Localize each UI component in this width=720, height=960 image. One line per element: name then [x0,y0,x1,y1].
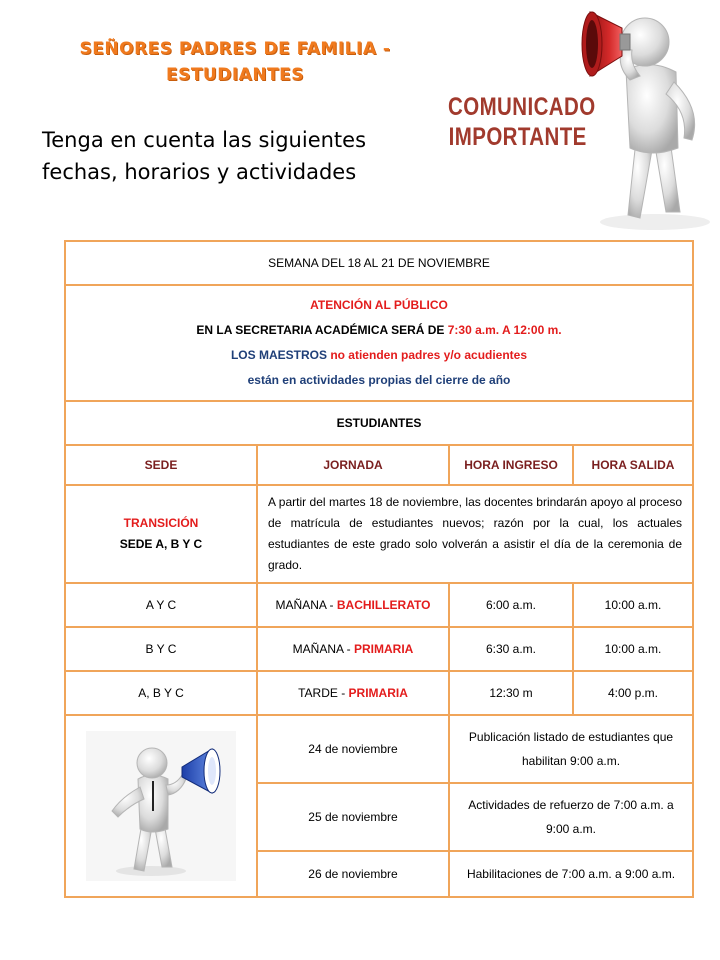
row-jornada-level: PRIMARIA [354,642,414,656]
row-sede: A, B Y C [65,671,257,715]
row-jornada [257,671,449,715]
subtitle-line-1: Tenga en cuenta las siguientes [42,128,367,152]
subtitle-line-2: fechas, horarios y actividades [42,160,357,184]
students-header-cell [65,401,693,445]
row-hora-ingreso: 6:30 a.m. [449,627,573,671]
schedule-table [64,240,694,898]
row-sede: A Y C [65,583,257,627]
event-description: Publicación listado de estudiantes que habilitan 9:00 a.m. [449,715,693,783]
public-attention-heading: ATENCIÓN AL PÚBLICO [310,298,448,312]
title-line-1: SEÑORES PADRES DE FAMILIA - [79,39,391,59]
notice-cell [65,285,693,401]
row-jornada [257,583,449,627]
week-row [65,241,693,285]
column-header-jornada: JORNADA [257,445,449,485]
row-hora-ingreso: 12:30 m [449,671,573,715]
office-hours-text: EN LA SECRETARIA ACADÉMICA SERÁ DE [196,323,448,337]
row-jornada-shift: TARDE - [298,686,349,700]
event-date: 24 de noviembre [257,715,449,783]
announcement-banner-text [448,92,596,152]
banner-line-1: COMUNICADO [448,93,596,121]
transicion-sede: SEDE A, B Y C [119,537,203,551]
megaphone-person-icon [86,731,236,881]
page-title [40,36,430,88]
megaphone-image-cell [65,715,257,897]
row-jornada [257,627,449,671]
subtitle [42,124,422,188]
year-end-note: están en actividades propias del cierre de año [247,373,511,387]
event-description: Actividades de refuerzo de 7:00 a.m. a 9:00 a.m. [449,783,693,851]
transicion-description: A partir del martes 18 de noviembre, las docentes brindarán apoyo al proceso de matrícula de estudiantes nuevos; razón por la cual, los actuales estudiantes de este grado solo volverán a asistir el día de la ceremonia de grado. [257,485,693,583]
row-jornada-level: BACHILLERATO [336,598,431,612]
teachers-label: LOS MAESTROS [230,348,331,362]
event-date: 26 de noviembre [257,851,449,897]
row-hora-salida: 10:00 a.m. [573,627,693,671]
students-header: ESTUDIANTES [336,416,422,430]
office-hours-line [72,318,686,343]
table-row [65,671,693,715]
row-hora-ingreso: 6:00 a.m. [449,583,573,627]
teachers-line [72,343,686,368]
students-header-row [65,401,693,445]
notice-row [65,285,693,401]
office-hours-time: 7:30 a.m. A 12:00 m. [447,323,562,337]
title-line-2: ESTUDIANTES [165,65,305,85]
event-row [65,715,693,783]
event-date: 25 de noviembre [257,783,449,851]
announcement-banner [440,0,720,232]
column-header-sede: SEDE [65,445,257,485]
row-jornada-level: PRIMARIA [348,686,408,700]
column-header-hora-salida: HORA SALIDA [573,445,693,485]
table-row [65,627,693,671]
table-row [65,583,693,627]
row-jornada-shift: MAÑANA - [275,598,337,612]
row-sede: B Y C [65,627,257,671]
teachers-note: no atienden padres y/o acudientes [330,348,528,362]
event-description: Habilitaciones de 7:00 a.m. a 9:00 a.m. [449,851,693,897]
transicion-row [65,485,693,583]
transicion-sede-cell [65,485,257,583]
column-header-row [65,445,693,485]
week-label: SEMANA DEL 18 AL 21 DE NOVIEMBRE [268,256,490,270]
transicion-label: TRANSICIÓN [123,516,199,530]
column-header-hora-ingreso: HORA INGRESO [449,445,573,485]
row-hora-salida: 10:00 a.m. [573,583,693,627]
week-cell [65,241,693,285]
row-hora-salida: 4:00 p.m. [573,671,693,715]
banner-line-2: IMPORTANTE [448,123,587,151]
row-jornada-shift: MAÑANA - [292,642,354,656]
